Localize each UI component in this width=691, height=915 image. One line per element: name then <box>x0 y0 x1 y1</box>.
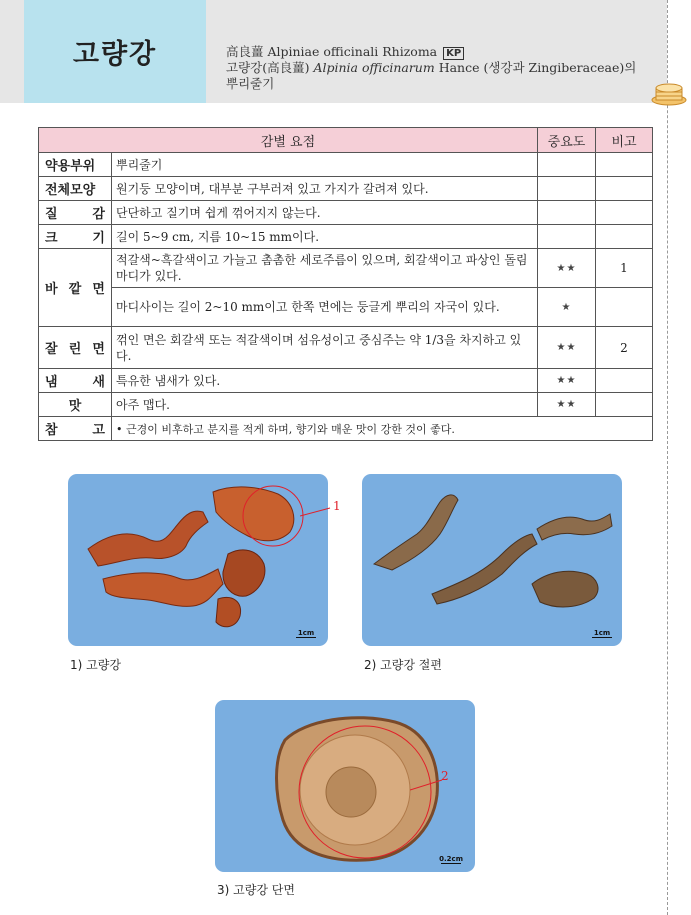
row-desc-size: 길이 5~9 cm, 지름 10~15 mm이다. <box>112 225 538 249</box>
row-imp-taste: ★★ <box>538 393 596 417</box>
row-note-shape <box>596 177 653 201</box>
part-text: 뿌리줄기 <box>226 76 275 91</box>
row-desc-texture: 단단하고 질기며 쉽게 꺾어지지 않는다. <box>112 201 538 225</box>
row-label-cut: 잘 린 면 <box>39 327 112 369</box>
row-label-taste: 맛 <box>39 393 112 417</box>
callout-2: 2 <box>441 769 449 783</box>
kp-badge: KP <box>443 47 464 60</box>
scientific-name: Alpinia officinarum <box>313 60 435 75</box>
row-label-outer: 바 깥 면 <box>39 249 112 327</box>
row-label-texture: 질 감 <box>39 201 112 225</box>
row-note-cut: 2 <box>596 327 653 369</box>
row-label-ref: 참 고 <box>39 417 112 441</box>
scale-bar-2 <box>592 629 612 638</box>
scale-label-1: 1cm <box>297 629 315 637</box>
row-desc-ref: • 근경이 비후하고 분지를 적게 하며, 향기와 매운 맛이 강한 것이 좋다. <box>112 417 653 441</box>
col-header-importance: 중요도 <box>538 128 596 153</box>
origin-pre: 고량강(高良薑) <box>226 60 314 75</box>
row-desc-taste: 아주 맵다. <box>112 393 538 417</box>
rhizome-illustration <box>68 474 328 646</box>
scale-label-3: 0.2cm <box>439 855 463 863</box>
callout-line-2 <box>410 778 444 792</box>
row-note-smell <box>596 369 653 393</box>
page-title: 고량강 <box>24 0 206 103</box>
row-imp-cut: ★★ <box>538 327 596 369</box>
row-desc-outer1: 적갈색~흑갈색이고 가늘고 촘촘한 세로주름이 있으며, 회갈색이고 파상인 돌림 마디가 있다. <box>112 249 538 288</box>
identification-table <box>38 127 653 441</box>
photo-slices <box>362 474 622 646</box>
row-note-taste <box>596 393 653 417</box>
row-note-part <box>596 153 653 177</box>
herb-description <box>226 44 636 92</box>
decorative-herb-icon <box>650 82 688 106</box>
row-desc-cut: 꺾인 면은 회갈색 또는 적갈색이며 섬유성이고 중심주는 약 1/3을 차지하고 있다. <box>112 327 538 369</box>
caption-fig1: 1) 고량강 <box>70 658 121 672</box>
scale-bar-3 <box>439 855 463 864</box>
page-edge-line <box>667 0 668 915</box>
caption-fig3: 3) 고량강 단면 <box>217 883 295 897</box>
row-note-outer1: 1 <box>596 249 653 288</box>
origin-post: Hance (생강과 Zingiberaceae)의 <box>434 60 637 75</box>
row-label-part: 약용부위 <box>39 153 112 177</box>
row-imp-smell: ★★ <box>538 369 596 393</box>
row-note-size <box>596 225 653 249</box>
row-desc-smell: 특유한 냄새가 있다. <box>112 369 538 393</box>
photo-whole-rhizome <box>68 474 328 646</box>
scale-bar-1 <box>296 629 316 638</box>
row-imp-shape <box>538 177 596 201</box>
col-header-note: 비고 <box>596 128 653 153</box>
row-imp-outer2: ★ <box>538 288 596 327</box>
col-header-points: 감별 요점 <box>39 128 538 153</box>
scale-label-2: 1cm <box>593 629 611 637</box>
row-label-shape: 전체모양 <box>39 177 112 201</box>
callout-1: 1 <box>333 499 341 513</box>
row-imp-outer1: ★★ <box>538 249 596 288</box>
row-note-outer2 <box>596 288 653 327</box>
row-imp-size <box>538 225 596 249</box>
caption-fig2: 2) 고량강 절편 <box>364 658 442 672</box>
callout-line-1 <box>300 506 332 518</box>
slices-illustration <box>362 474 622 646</box>
row-imp-texture <box>538 201 596 225</box>
row-note-texture <box>596 201 653 225</box>
row-desc-part: 뿌리줄기 <box>112 153 538 177</box>
row-label-smell: 냄 새 <box>39 369 112 393</box>
row-label-size: 크 기 <box>39 225 112 249</box>
latin-name: 高良薑 Alpiniae officinali Rhizoma <box>226 44 438 59</box>
row-imp-part <box>538 153 596 177</box>
row-desc-outer2: 마디사이는 길이 2~10 mm이고 한쪽 면에는 둥글게 뿌리의 자국이 있다. <box>112 288 538 327</box>
row-desc-shape: 원기둥 모양이며, 대부분 구부러져 있고 가지가 갈려져 있다. <box>112 177 538 201</box>
